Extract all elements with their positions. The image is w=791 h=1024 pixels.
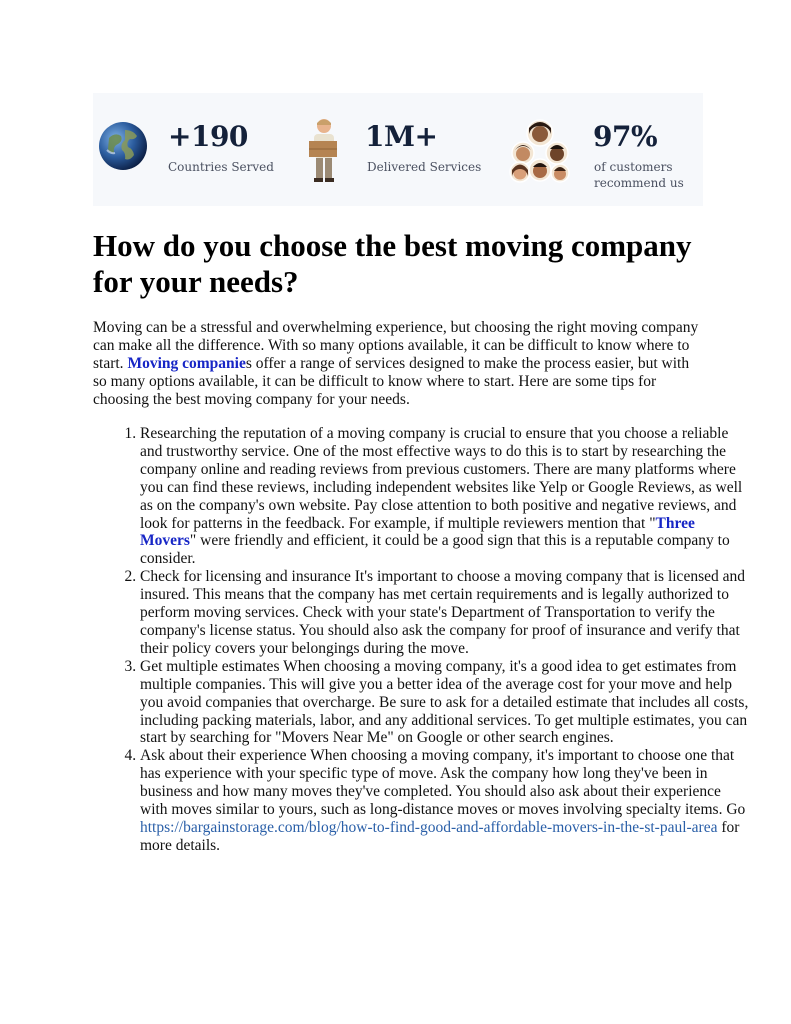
delivery-person-icon [303, 117, 345, 183]
three-movers-link[interactable]: Three Movers [140, 514, 695, 550]
page-title: How do you choose the best moving company for your needs? [93, 228, 692, 299]
stat-recommend-label-line2: recommend us [594, 176, 684, 190]
stats-banner [93, 93, 703, 206]
bargainstorage-url-link[interactable]: https://bargainstorage.com/blog/how-to-find-good-and-affordable-movers-in-the-st-paul-area [140, 818, 718, 836]
list-item [140, 747, 752, 854]
list-item: 2. Check for licensing and insurance It's important to choose a moving company that is licensed and insured. This means that the company has met certain requirements and is legally authorized to perform moving services. Check with your state's Department of Transportation to verify the company's license status. You should also ask the company for proof of insurance and verify that their policy covers your belongings during the move. [140, 568, 752, 658]
list-item: 3. Get multiple estimates When choosing a moving company, it's a good idea to get estimates from multiple companies. This will give you a better idea of the average cost for your move and help you avoid companies that overcharge. Be sure to ask for a detailed estimate that includes all costs, including packing materials, labor, and any additional services. To get multiple estimates, you can start by searching for "Movers Near Me" on Google or other search engines. [140, 658, 752, 748]
stat-services-value: 1M+ [365, 120, 438, 153]
stat-countries-label: Countries Served [168, 160, 274, 174]
stat-recommend-value: 97% [593, 120, 658, 153]
stat-recommend-label-line1: of customers [594, 160, 673, 174]
globe-icon [97, 120, 149, 172]
stat-countries-value: +190 [168, 120, 248, 153]
customers-group-icon [507, 118, 573, 184]
tips-list [93, 425, 752, 855]
intro-text-end: s offer a range of services designed to make the process easier, but with so many options available, it can be difficult to know where to start. Here are some tips for choosing the best moving company for your needs. [93, 354, 690, 408]
intro-text-start: Moving can be a stressful and overwhelming experience, but choosing the right moving company can make all the difference. With so many options available, it can be difficult to know where to start. [93, 319, 699, 372]
tip-4-text-start: Ask about their experience When choosing a moving company, it's important to choose one that has experience with your specific type of move. Ask the company how long they've been in business and how many moves they've completed. You should also ask about their experience with moves similar to yours, such as long-distance moves or moves involving specialty items. Go [140, 747, 746, 819]
intro-paragraph [93, 319, 703, 409]
moving-companies-link[interactable]: Moving companie [127, 354, 246, 372]
stat-services-label: Delivered Services [367, 160, 482, 174]
tip-1-text-end: " were friendly and efficient, it could be a good sign that this is a reputable company to consider. [140, 532, 730, 568]
tip-4-text-end: for more details. [140, 818, 740, 854]
list-item [140, 425, 752, 568]
tip-1-text-start: Researching the reputation of a moving company is crucial to ensure that you choose a reliable and trustworthy service. One of the most effective ways to do this is to start by researching the company online and reading reviews from previous customers. There are many platforms where you can find these reviews, including independent websites like Yelp or Google Reviews, as well as on the company's own website. Pay close attention to both positive and negative reviews, and look for patterns in the feedback. For example, if multiple reviewers mention that " [140, 425, 743, 532]
